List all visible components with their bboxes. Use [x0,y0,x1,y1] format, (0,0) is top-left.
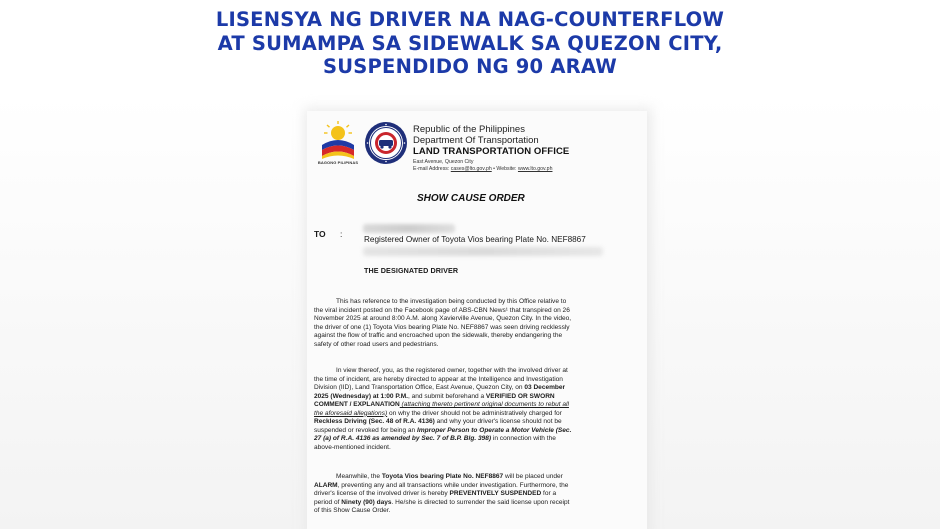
para3-line [314,482,638,491]
redacted-name [363,224,455,233]
para2-line: above-mentioned incident. [314,443,391,451]
para2-line: the time of incident, are hereby directed to appear at the Intelligence and Investigation [314,375,563,383]
lto-seal-icon [364,121,408,165]
para2-italic: (attaching thereto pertinent original documents to rebut all [399,401,569,409]
website-link[interactable]: www.lto.gov.ph [517,166,553,172]
bagong-pilipinas-logo-icon [319,119,357,163]
para2-bold: 2025 (Wednesday) at 1:00 P.M. [314,392,409,400]
para2-line [314,401,638,410]
paragraph-3 [314,473,638,516]
para2-bold-italic: Improper Person to Operate a Motor Vehicle (Sec. [417,426,572,434]
email-label: E-mail Address: [413,166,451,172]
para2-bold: Reckless Driving (Sec. 48 of R.A. 4136) [314,418,435,426]
para3-line [314,499,638,508]
email-link[interactable]: cases@lto.gov.ph [450,166,492,172]
to-colon: : [340,229,343,239]
para2-line [314,410,638,419]
letterhead-address: East Avenue, Quezon City [413,159,474,165]
para2-text: on why the driver should not be administratively charged for [387,409,562,417]
para2-text: Division (IID), Land Transportation Office, East Avenue, Quezon City, on [314,384,525,392]
para2-text: in connection with the [491,435,556,443]
para3-bold: Toyota Vios bearing Plate No. NEF8867 [381,473,504,480]
para2-bold: COMMENT / EXPLANATION [314,401,400,409]
paragraph-1 [314,298,638,349]
para2-bold: VERIFIED OR SWORN [485,392,555,400]
para3-bold: Ninety (90) days [341,498,392,506]
letterhead-contact [413,166,643,173]
para1-line: This has reference to the investigation being conducted by this Office relative to [336,298,567,305]
para1-line: safety of other road users and pedestrians. [314,340,439,348]
para2-line [314,418,638,427]
para2-text: , and submit beforehand a [408,392,486,400]
para3-bold: PREVENTIVELY SUSPENDED [449,490,542,498]
para1-line: the driver of one (1) Toyota Vios bearing Plate No. NEF8867 was seen driving recklessly [314,323,570,331]
para1-line: November 2025 at around 8:00 A.M. along Xavierville Avenue, Quezon City. In the video, [314,315,572,323]
paragraph-2 [314,367,638,452]
para2-line [314,393,638,402]
para2-line: In view thereof, you, as the registered owner, together with the involved driver at [336,367,568,374]
para3-text: driver's license of the involved driver is hereby [314,490,450,498]
letterhead-republic: Republic of the Philippines [413,124,525,135]
para2-bold-italic: 27 (a) of R.A. 4136 as amended by Sec. 7 of B.P. Blg. 398) [314,435,492,443]
show-cause-order-document [307,111,647,529]
to-label: TO [314,229,326,239]
recipient-line: Registered Owner of Toyota Vios bearing Plate No. NEF8867 [364,235,586,244]
letterhead-office: LAND TRANSPORTATION OFFICE [413,146,570,157]
para3-text: . He/she is directed to surrender the said license upon receipt [391,498,570,506]
para2-text: and why your driver's license should not be [434,418,562,426]
para3-text: will be placed under [503,473,563,480]
designated-driver: THE DESIGNATED DRIVER [364,266,459,275]
para1-line: against the flow of traffic and encroached upon the sidewalk, thereby endangering the [314,332,563,340]
para3-bold: ALARM [314,481,338,489]
para3-line [314,490,638,499]
para3-text: , preventing any and all transactions while under investigation. Furthermore, the [337,481,569,489]
para2-text: suspended or revoked for being an [314,426,418,434]
para3-text: for a [541,490,557,498]
headline-line-3: SUSPENDIDO NG 90 ARAW [323,55,617,78]
para3-text: period of [314,498,342,506]
letterhead [413,124,643,173]
para3-line [314,473,638,482]
para2-italic: the aforesaid allegations) [314,409,388,417]
para3-line: of this Show Cause Order. [314,507,391,515]
headline-line-2: AT SUMAMPA SA SIDEWALK SA QUEZON CITY, [217,31,723,55]
letterhead-department: Department Of Transportation [413,135,539,146]
para2-line [314,384,638,393]
redacted-address [363,247,603,256]
seal-left-label: BAGONG PILIPINAS [317,160,359,165]
para3-text: Meanwhile, the [336,473,382,480]
headline-line-1: LISENSYA NG DRIVER NA NAG-COUNTERFLOW [215,8,725,31]
para1-line: the viral incident posted on the Facebook page of ABS-CBN News¹ that transpired on 26 [314,306,570,314]
website-label: • Website: [491,166,518,172]
para2-bold: 03 December [524,384,566,392]
headline [0,8,940,79]
para2-line [314,435,638,444]
para2-line [314,427,638,436]
document-title: SHOW CAUSE ORDER [417,193,525,204]
